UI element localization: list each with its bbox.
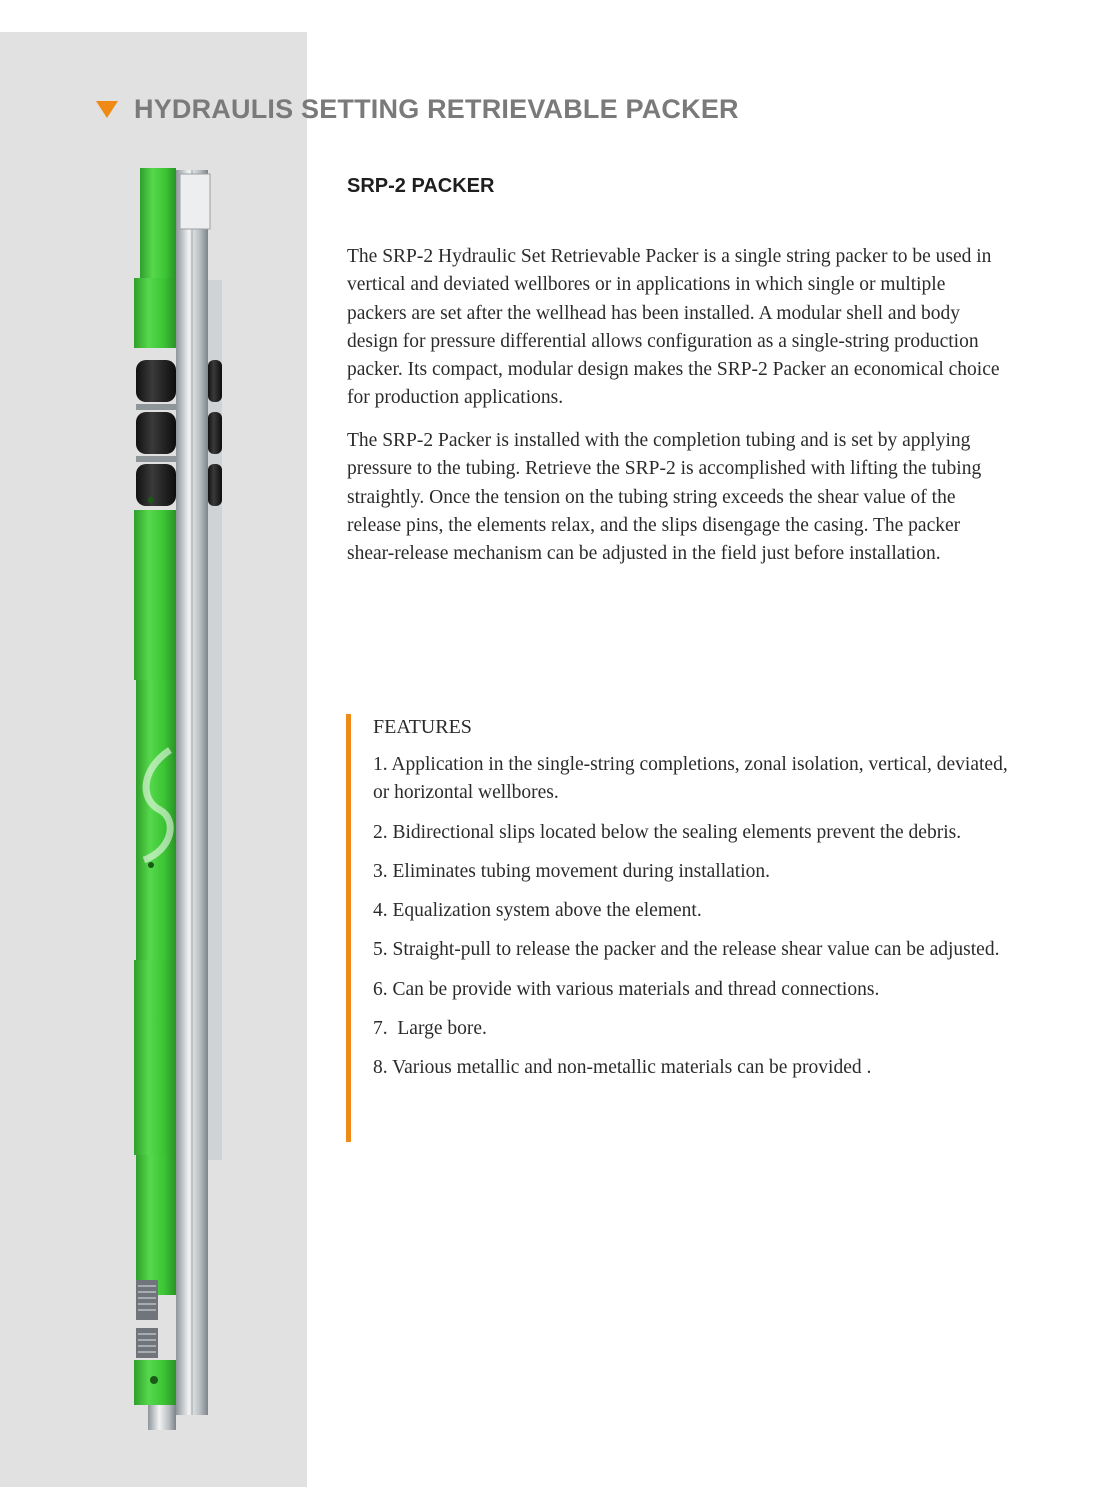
packing-element xyxy=(136,412,176,454)
feature-item: 3. Eliminates tubing movement during installation. xyxy=(373,860,770,882)
feature-item: 7. Large bore. xyxy=(373,1018,487,1040)
features-title: FEATURES xyxy=(373,716,472,738)
product-description-paragraph-1: The SRP-2 Hydraulic Set Retrievable Packer is a single string packer to be used in vertical and deviated wellbores or in applications in which single or multiple packers are set after the wellhead has been installed. A modular shell and body design for pressure differential allows configuration as a single-string production packer. Its compact, modular design makes the SRP-2 Packer an economical choice for production applications. xyxy=(347,246,1000,409)
top-sub xyxy=(140,168,176,278)
feature-item: 6. Can be provide with various materials and thread connections. xyxy=(373,978,880,1000)
feature-item: 8. Various metallic and non-metallic materials can be provided . xyxy=(373,1057,872,1079)
feature-item: 1. Application in the single-string completions, zonal isolation, vertical, deviated, or horizontal wellbores. xyxy=(373,754,1008,804)
packing-element xyxy=(136,360,176,402)
section-title-text: HYDRAULIS SETTING RETRIEVABLE PACKER xyxy=(134,94,739,124)
product-description-paragraph-2: The SRP-2 Packer is installed with the completion tubing and is set by applying pressure to the tubing. Retrieve the SRP-2 is accomplished with lifting the tubing straightly. Once the tension on the tubing string exceeds the shear value of the release pins, the elements relax, and the slips disengage the casing. The packer shear-release mechanism can be adjusted in the field just before installation. xyxy=(347,430,982,565)
section-title xyxy=(96,94,739,125)
packer-tool-illustration xyxy=(110,160,240,1430)
triangle-down-icon xyxy=(96,101,118,118)
product-heading: SRP-2 PACKER xyxy=(347,175,495,197)
slip xyxy=(136,1328,158,1358)
feature-item: 5. Straight-pull to release the packer and the release shear value can be adjusted. xyxy=(373,939,1000,961)
feature-item: 4. Equalization system above the element. xyxy=(373,900,702,922)
slip-section xyxy=(136,1155,176,1295)
feature-item: 2. Bidirectional slips located below the sealing elements prevent the debris. xyxy=(373,821,962,843)
features-block xyxy=(346,714,1011,1142)
packing-element xyxy=(136,464,176,506)
upper-body xyxy=(134,510,176,680)
